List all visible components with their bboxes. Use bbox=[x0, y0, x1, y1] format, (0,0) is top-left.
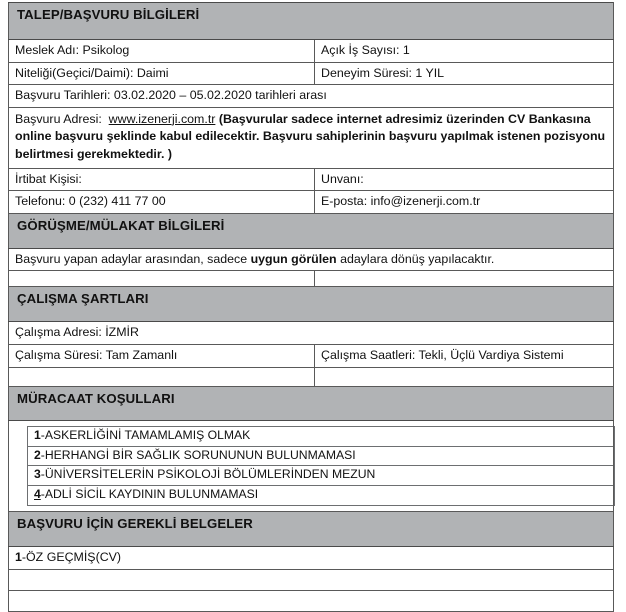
condition-text-2: HERHANGİ BİR SAĞLIK SORUNUNUN BULUNMAMASI bbox=[44, 447, 356, 462]
field-basvuru-tarihleri: Başvuru Tarihleri: 03.02.2020 – 05.02.2020 tarihleri arası bbox=[9, 85, 614, 108]
document-text-1: ÖZ GEÇMİŞ(CV) bbox=[26, 550, 122, 565]
table-row bbox=[9, 248, 614, 271]
condition-number-3: 3 bbox=[34, 467, 41, 482]
field-calisma-adresi: Çalışma Adresi: İZMİR bbox=[9, 322, 614, 345]
table-row-empty bbox=[9, 367, 614, 386]
list-item bbox=[28, 446, 615, 466]
condition-item-4 bbox=[28, 486, 615, 506]
condition-item-2 bbox=[28, 446, 615, 466]
job-posting-form-table bbox=[8, 2, 614, 612]
interview-note bbox=[9, 248, 614, 271]
table-row bbox=[9, 40, 614, 63]
condition-sep-4: - bbox=[40, 487, 45, 502]
list-item bbox=[28, 466, 615, 486]
field-unvani: Unvanı: bbox=[315, 168, 614, 191]
conditions-list-table bbox=[27, 426, 615, 506]
section-header-row-interview bbox=[9, 213, 614, 248]
list-item bbox=[9, 547, 614, 570]
section-heading-working-conditions: ÇALIŞMA ŞARTLARI bbox=[9, 287, 614, 322]
condition-text-1: ASKERLİĞİNİ TAMAMLAMIŞ OLMAK bbox=[44, 427, 251, 442]
section-header-row-request bbox=[9, 3, 614, 40]
condition-sep-3: - bbox=[40, 467, 45, 482]
section-header-row-working-conditions bbox=[9, 287, 614, 322]
table-row-empty bbox=[9, 271, 614, 287]
document-sep-1: - bbox=[21, 550, 27, 565]
field-telefonu: Telefonu: 0 (232) 411 77 00 bbox=[9, 191, 315, 214]
field-niteligi: Niteliği(Geçici/Daimi): Daimi bbox=[9, 62, 315, 85]
interview-note-part1: Başvuru yapan adaylar arasından, sadece bbox=[15, 251, 251, 266]
table-row bbox=[9, 168, 614, 191]
table-row bbox=[9, 107, 614, 168]
table-row bbox=[9, 62, 614, 85]
section-heading-request: TALEP/BAŞVURU BİLGİLERİ bbox=[9, 3, 614, 40]
field-calisma-suresi: Çalışma Süresi: Tam Zamanlı bbox=[9, 345, 315, 368]
condition-sep-2: - bbox=[40, 447, 45, 462]
condition-text-4: ADLİ SİCİL KAYDININ BULUNMAMASI bbox=[44, 487, 259, 502]
list-item bbox=[28, 426, 615, 446]
field-calisma-saatleri: Çalışma Saatleri: Tekli, Üçlü Vardiya Sistemi bbox=[315, 345, 614, 368]
field-deneyim-suresi: Deneyim Süresi: 1 YIL bbox=[315, 62, 614, 85]
basvuru-adresi-link[interactable]: www.izenerji.com.tr bbox=[108, 111, 216, 126]
field-eposta: E-posta: info@izenerji.com.tr bbox=[315, 191, 614, 214]
condition-number-2: 2 bbox=[34, 447, 41, 462]
section-heading-documents: BAŞVURU İÇİN GEREKLİ BELGELER bbox=[9, 512, 614, 547]
field-meslek-adi: Meslek Adı: Psikolog bbox=[9, 40, 315, 63]
section-heading-conditions: MÜRACAAT KOŞULLARI bbox=[9, 386, 614, 420]
empty-document-row-2 bbox=[9, 590, 614, 611]
conditions-list-container bbox=[9, 420, 614, 511]
condition-number-1: 1 bbox=[34, 427, 41, 442]
table-row-empty bbox=[9, 590, 614, 611]
field-irtibat-kisisi: İrtibat Kişisi: bbox=[9, 168, 315, 191]
list-item bbox=[28, 486, 615, 506]
field-acik-is-sayisi: Açık İş Sayısı: 1 bbox=[315, 40, 614, 63]
table-row bbox=[9, 345, 614, 368]
basvuru-adresi-note: (Başvurular sadece internet adresimiz üzerinden CV Bankasına online başvuru şeklinde kabul edilecektir. Başvuru sahiplerinin başvuru yapılmak istenen pozisyonu belirtmesi gerekmektedir. ) bbox=[15, 111, 606, 162]
interview-note-emphasis: uygun görülen bbox=[250, 251, 337, 266]
interview-note-part2: adaylara dönüş yapılacaktır. bbox=[336, 251, 495, 266]
document-number-1: 1 bbox=[15, 550, 22, 565]
section-header-row-conditions bbox=[9, 386, 614, 420]
basvuru-adresi-label: Başvuru Adresi: bbox=[15, 111, 102, 126]
condition-item-1 bbox=[28, 426, 615, 446]
table-row-empty bbox=[9, 569, 614, 590]
field-basvuru-adresi bbox=[9, 107, 614, 168]
condition-item-3 bbox=[28, 466, 615, 486]
table-row bbox=[9, 191, 614, 214]
document-item-1 bbox=[9, 547, 614, 570]
condition-sep-1: - bbox=[40, 427, 45, 442]
section-header-row-documents bbox=[9, 512, 614, 547]
table-row bbox=[9, 322, 614, 345]
empty-cell-left bbox=[9, 271, 315, 287]
conditions-list-row bbox=[9, 420, 614, 511]
empty-document-row-1 bbox=[9, 569, 614, 590]
empty-cell-right bbox=[315, 271, 614, 287]
table-row bbox=[9, 85, 614, 108]
empty-cell-left bbox=[9, 367, 315, 386]
condition-text-3: ÜNİVERSİTELERİN PSİKOLOJİ BÖLÜMLERİNDEN MEZUN bbox=[44, 467, 376, 482]
condition-number-4: 4 bbox=[34, 487, 41, 502]
empty-cell-right bbox=[315, 367, 614, 386]
section-heading-interview: GÖRÜŞME/MÜLAKAT BİLGİLERİ bbox=[9, 213, 614, 248]
